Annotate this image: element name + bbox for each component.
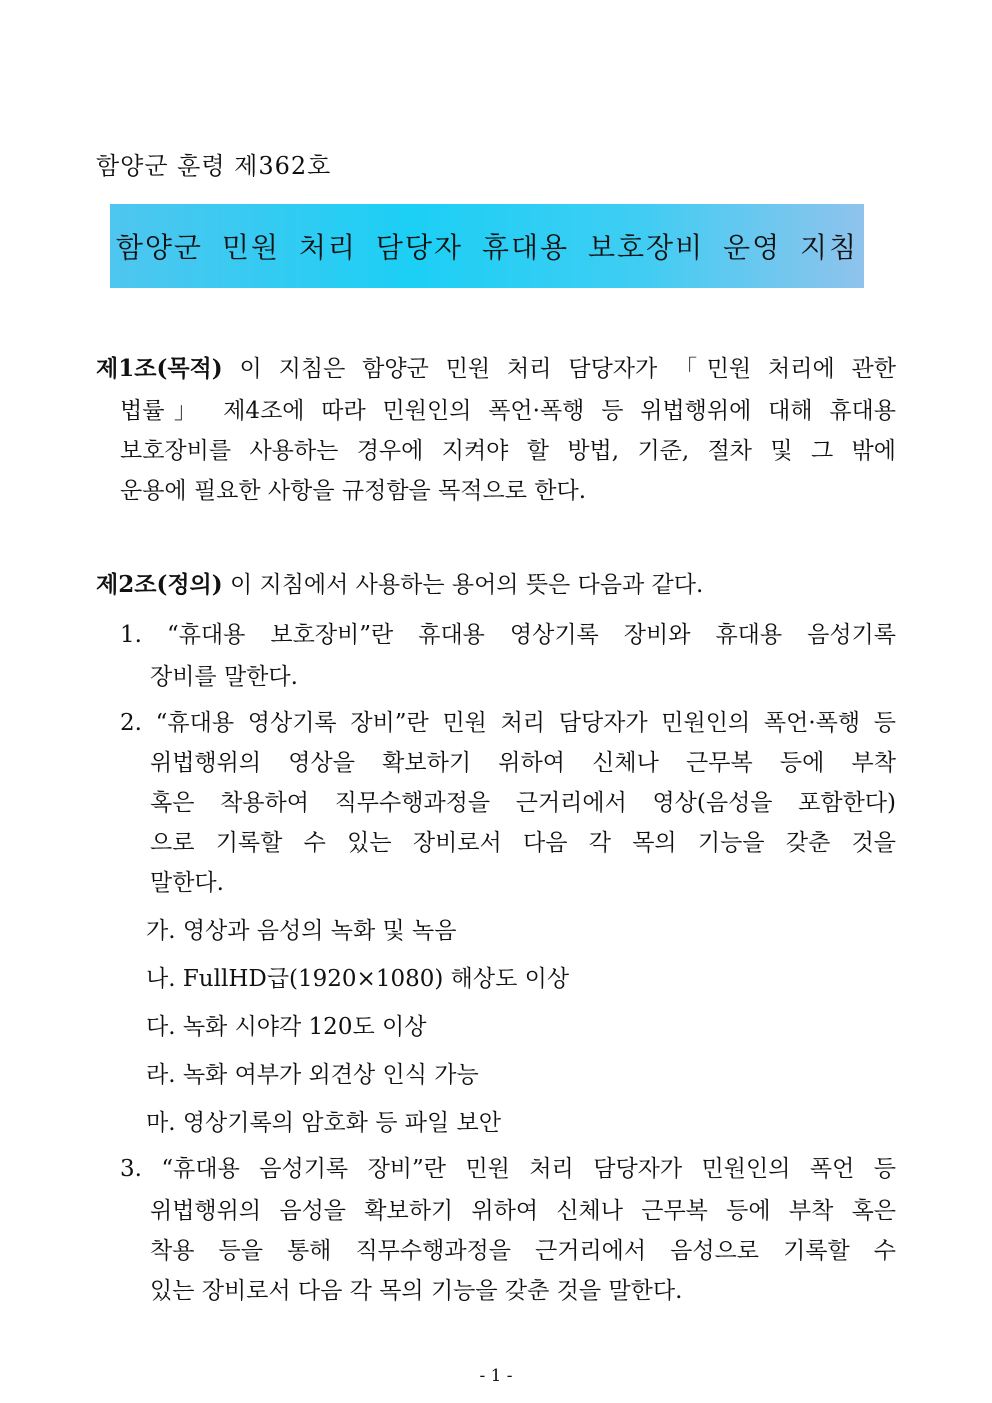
item2-line-3: 혹은 착용하여 직무수행과정을 근거리에서 영상(음성을 포함한다) <box>150 790 896 816</box>
article1-line-2: 법률」 제4조에 따라 민원인의 폭언·폭행 등 위법행위에 대해 휴대용 <box>120 398 896 424</box>
article1-text-1: 이 지침은 함양군 민원 처리 담당자가 「민원 처리에 관한 <box>239 356 896 382</box>
ordinance-number: 함양군 훈령 제362호 <box>96 152 332 180</box>
item1-line-2: 장비를 말한다. <box>150 664 298 690</box>
article2-heading: 제2조(정의) <box>96 571 223 598</box>
article1-line-1 <box>96 354 896 384</box>
title-banner <box>110 204 864 288</box>
item2-line-1: 2. “휴대용 영상기록 장비”란 민원 처리 담당자가 민원인의 폭언·폭행 등 <box>120 710 896 736</box>
item3-line-4: 있는 장비로서 다음 각 목의 기능을 갖춘 것을 말한다. <box>150 1278 683 1304</box>
page-number: - 1 - <box>479 1366 513 1386</box>
subitem-ga: 가. 영상과 음성의 녹화 및 녹음 <box>146 918 457 944</box>
subitem-da: 다. 녹화 시야각 120도 이상 <box>146 1014 427 1040</box>
article2-intro: 이 지침에서 사용하는 용어의 뜻은 다음과 같다. <box>229 572 704 598</box>
document-title: 함양군 민원 처리 담당자 휴대용 보호장비 운영 지침 <box>115 231 859 264</box>
item2-line-5: 말한다. <box>150 870 224 896</box>
item2-line-4: 으로 기록할 수 있는 장비로서 다음 각 목의 기능을 갖춘 것을 <box>150 830 896 856</box>
subitem-na: 나. FullHD급(1920×1080) 해상도 이상 <box>146 966 570 992</box>
item3-line-2: 위법행위의 음성을 확보하기 위하여 신체나 근무복 등에 부착 혹은 <box>150 1198 896 1224</box>
article1-line-4: 운용에 필요한 사항을 규정함을 목적으로 한다. <box>120 478 587 504</box>
article1-line-3: 보호장비를 사용하는 경우에 지켜야 할 방법, 기준, 절차 및 그 밖에 <box>120 438 896 464</box>
article1-heading: 제1조(목적) <box>96 355 223 382</box>
item2-line-2: 위법행위의 영상을 확보하기 위하여 신체나 근무복 등에 부착 <box>150 750 896 776</box>
subitem-ra: 라. 녹화 여부가 외견상 인식 가능 <box>146 1062 479 1088</box>
article2-line-intro <box>96 570 896 600</box>
item3-line-1: 3. “휴대용 음성기록 장비”란 민원 처리 담당자가 민원인의 폭언 등 <box>120 1156 896 1182</box>
item3-line-3: 착용 등을 통해 직무수행과정을 근거리에서 음성으로 기록할 수 <box>150 1238 896 1264</box>
item1-line-1: 1. “휴대용 보호장비”란 휴대용 영상기록 장비와 휴대용 음성기록 <box>120 622 896 648</box>
subitem-ma: 마. 영상기록의 암호화 등 파일 보안 <box>146 1110 501 1136</box>
